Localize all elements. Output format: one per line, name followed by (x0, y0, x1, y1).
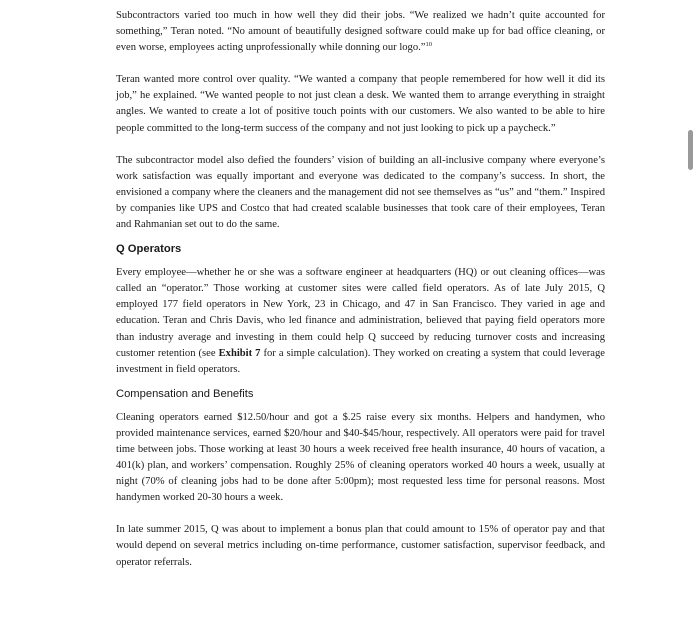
exhibit-reference: Exhibit 7 (218, 347, 261, 359)
section-heading-compensation: Compensation and Benefits (116, 387, 254, 400)
paragraph-bonus: In late summer 2015, Q was about to implement a bonus plan that could amount to 15% of operator pay and that would depend on several metrics including on-time performance, customer satisfaction, supervisor feedback, and operator referrals. (116, 524, 605, 568)
section-heading-operators: Q Operators (116, 243, 182, 256)
document-body (116, 8, 605, 571)
paragraph-operators (116, 265, 605, 378)
vertical-scrollbar[interactable] (688, 130, 693, 170)
paragraph-compensation: Cleaning operators earned $12.50/hour and got a $.25 raise every six months. Helpers and handymen, who provided maintenance services, earned $20/hour and $40-$45/hour, respectively. All operators were paid for travel time between jobs. Those working at least 30 hours a week received free health insurance, 40 hours of vacation, a 401(k) plan, and workers’ compensation. Roughly 25% of cleaning operators worked 40 hours a week, usually at night (70% of cleaning jobs had to be done after 5:00pm); most requested less time for personal reasons. Most handymen worked 20-30 hours a week. (116, 411, 605, 504)
paragraph-subcontractors (116, 8, 605, 56)
footnote-marker: 10 (425, 41, 432, 49)
paragraph-text: Every employee—whether he or she was a software engineer at headquarters (HQ) or out cleaning offices—was called an “operator.” Those working at customer sites were called field operators. As of late July 2015, Q employed 177 field operators in New York, 23 in Chicago, and 47 in San Francisco. They varied in age and education. Teran and Chris Davis, who led finance and administration, believed that paying field operators more than industry average and investing in them could help Q succeed by reducing turnover costs and increasing customer retention (see (116, 267, 605, 359)
paragraph-text: for a simple calculation). They worked on creating a system that could leverage investment in field operators. (116, 347, 606, 375)
paragraph-vision: The subcontractor model also defied the founders’ vision of building an all-inclusive company where everyone’s work satisfaction was equally important and everyone was dedicated to the company’s success. In short, the envisioned a company where the cleaners and the management did not see themselves as “us” and “them.” Inspired by companies like UPS and Costco that had created scalable businesses that took care of their employees, Teran and Rahmanian set out to do the same. (116, 154, 605, 231)
paragraph-text: Subcontractors varied too much in how well they did their jobs. “We realized we hadn’t quite accounted for something,” Teran noted. “No amount of beautifully designed software could make up for bad office cleaning, or even worse, employees acting unprofessionally while donning our logo.” (116, 10, 605, 54)
paragraph-quality: Teran wanted more control over quality. “We wanted a company that people remembered for how well it did its job,” he explained. “We wanted people to not just clean a desk. We wanted them to arrange everything in straight angles. We wanted to create a lot of positive touch points with our customers. We also wanted to be able to hire people committed to the long-term success of the company and not just looking to pick up a paycheck.” (116, 74, 605, 134)
